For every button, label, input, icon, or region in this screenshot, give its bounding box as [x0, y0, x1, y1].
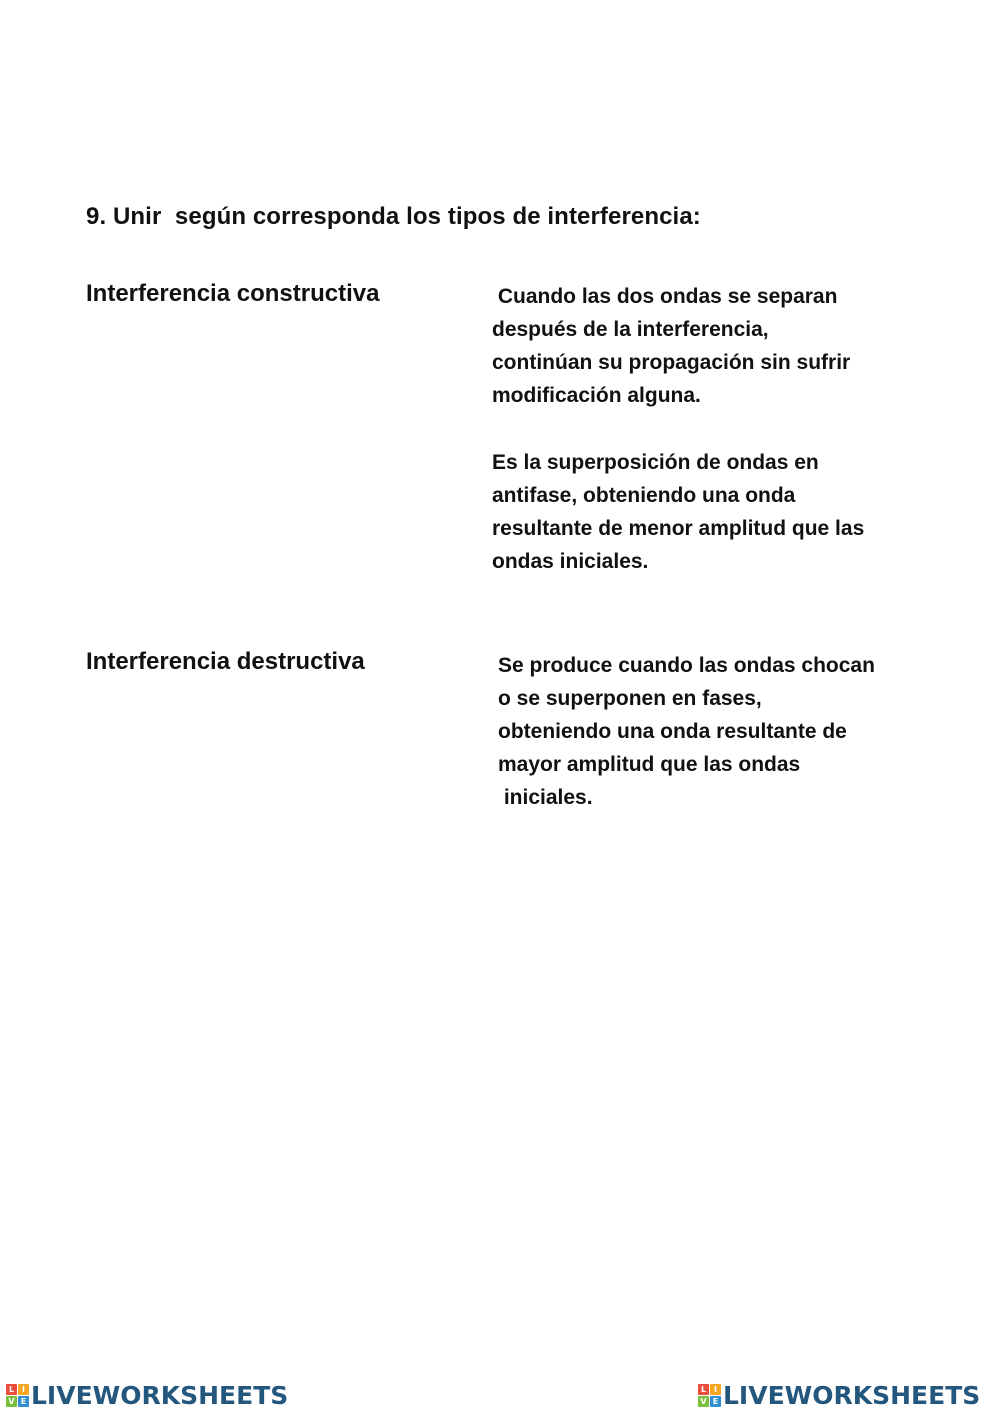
definition-line: resultante de menor amplitud que las: [492, 517, 865, 540]
definition-line: iniciales.: [498, 786, 593, 809]
definition-line: antifase, obteniendo una onda: [492, 484, 796, 507]
mark-tile: E: [18, 1396, 29, 1407]
question-title: 9. Unir según corresponda los tipos de interferencia:: [86, 203, 701, 230]
liveworksheets-logo-right: [698, 1378, 980, 1412]
mark-tile: L: [698, 1384, 709, 1395]
liveworksheets-mark-icon: [698, 1384, 721, 1407]
mark-tile: V: [6, 1396, 17, 1407]
definition-option-2[interactable]: [492, 446, 864, 578]
definition-option-3[interactable]: [498, 649, 875, 814]
liveworksheets-mark-icon: [6, 1384, 29, 1407]
liveworksheets-logo-left: [6, 1378, 288, 1412]
logo-text: LIVEWORKSHEETS: [723, 1380, 981, 1410]
mark-tile: L: [6, 1384, 17, 1395]
definition-line: Se produce cuando las ondas chocan: [498, 654, 875, 677]
mark-tile: I: [18, 1384, 29, 1395]
definition-line: continúan su propagación sin sufrir: [492, 351, 851, 374]
definition-line: modificación alguna.: [492, 384, 701, 407]
term-destructive-interference[interactable]: Interferencia destructiva: [86, 648, 365, 675]
definition-line: o se superponen en fases,: [498, 687, 762, 710]
definition-line: Cuando las dos ondas se separan: [492, 285, 838, 308]
term-constructive-interference[interactable]: Interferencia constructiva: [86, 280, 380, 307]
definition-line: obteniendo una onda resultante de: [498, 720, 847, 743]
mark-tile: I: [710, 1384, 721, 1395]
definition-line: después de la interferencia,: [492, 318, 769, 341]
definition-line: ondas iniciales.: [492, 550, 649, 573]
logo-text: LIVEWORKSHEETS: [31, 1380, 289, 1410]
mark-tile: V: [698, 1396, 709, 1407]
definition-option-1[interactable]: [492, 280, 850, 412]
definition-line: Es la superposición de ondas en: [492, 451, 819, 474]
definition-line: mayor amplitud que las ondas: [498, 753, 801, 776]
mark-tile: E: [710, 1396, 721, 1407]
